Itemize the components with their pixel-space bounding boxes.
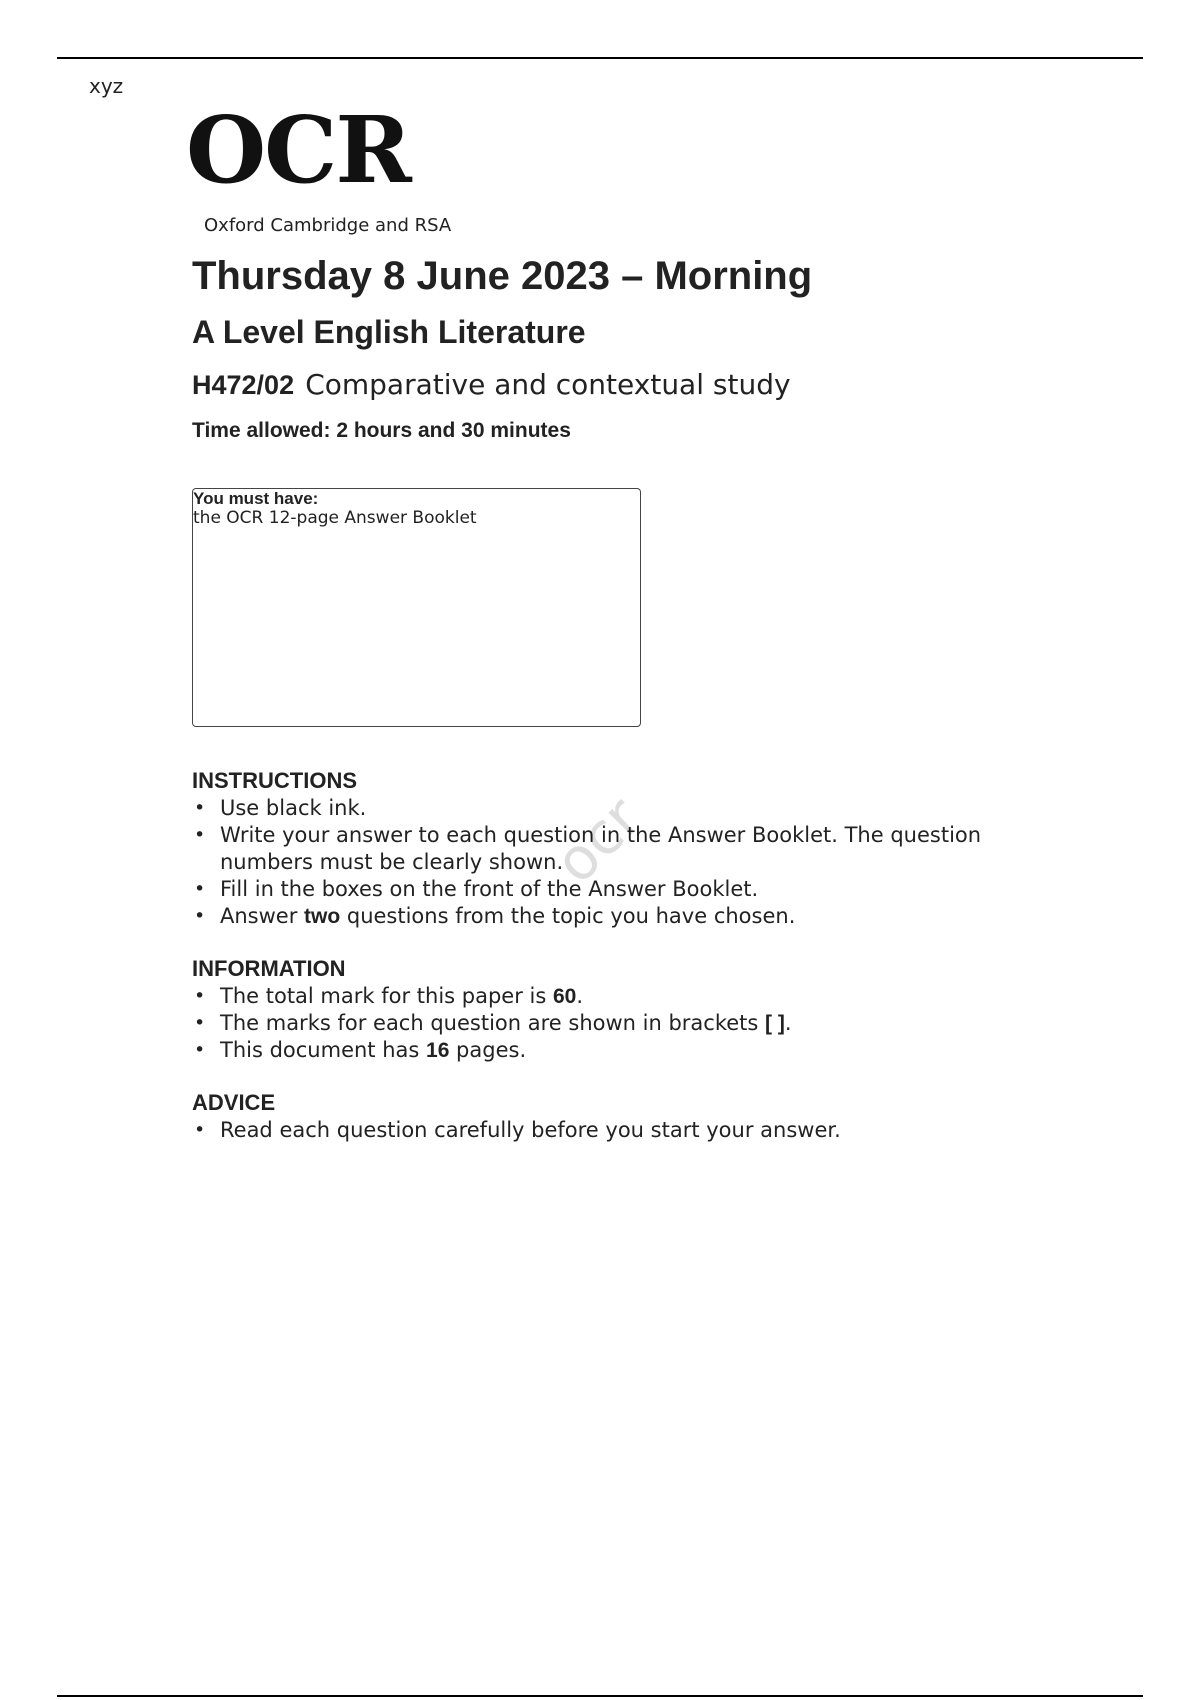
list-item: • Write your answer to each question in the Answer Booklet. The question numbers must be clearly shown. <box>192 822 1072 876</box>
bottom-rule <box>57 1695 1143 1697</box>
must-have-item: the OCR 12-page Answer Booklet <box>193 508 477 528</box>
paper-title: Comparative and contextual study <box>305 368 791 401</box>
top-rule <box>57 57 1143 59</box>
list-item: • This document has 16 pages. <box>192 1037 1072 1064</box>
information-list <box>192 983 1072 1064</box>
advice-list <box>192 1117 1072 1144</box>
advice-heading: ADVICE <box>192 1090 276 1115</box>
header-mark: xyz <box>89 74 124 98</box>
paper-code: H472/02 <box>192 370 295 400</box>
time-allowed: Time allowed: 2 hours and 30 minutes <box>192 419 571 442</box>
paper-line <box>192 368 791 401</box>
must-have-box <box>192 488 641 727</box>
list-item: • Use black ink. <box>192 795 1072 822</box>
information-heading: INFORMATION <box>192 956 346 981</box>
list-item: • Fill in the boxes on the front of the Answer Booklet. <box>192 876 1072 903</box>
list-item: • Answer two questions from the topic you have chosen. <box>192 903 1072 930</box>
exam-date: Thursday 8 June 2023 – Morning <box>192 254 813 298</box>
logo-subtitle: Oxford Cambridge and RSA <box>204 215 452 236</box>
watermark: ocr <box>541 783 654 897</box>
must-have-title: You must have: <box>193 489 319 508</box>
exam-subject: A Level English Literature <box>192 314 586 350</box>
list-item: • The marks for each question are shown in brackets [ ]. <box>192 1010 1072 1037</box>
instructions-heading: INSTRUCTIONS <box>192 768 357 793</box>
ocr-logo: OCR <box>186 96 410 204</box>
instructions-list <box>192 795 1072 930</box>
list-item: • Read each question carefully before you start your answer. <box>192 1117 1072 1144</box>
list-item: • The total mark for this paper is 60. <box>192 983 1072 1010</box>
